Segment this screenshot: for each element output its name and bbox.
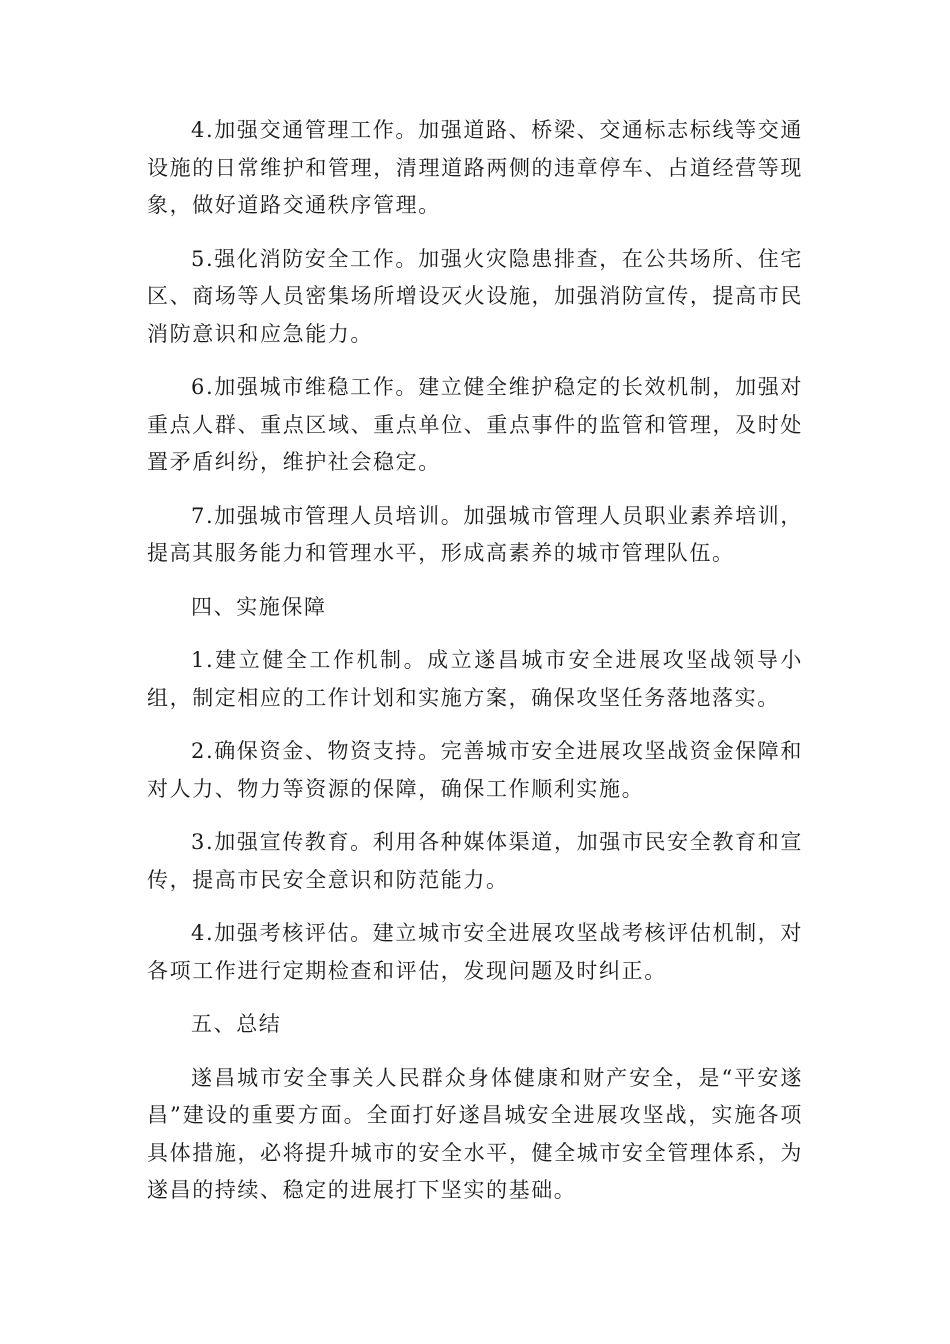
summary-paragraph: 遂昌城市安全事关人民群众身体健康和财产安全，是“平安遂昌”建设的重要方面。全面打好遂昌城安全进展攻坚战，实施各项具体措施，必将提升城市的安全水平，健全城市安全管理体系，为遂昌的持续、稳定的进展打下坚实的基础。 <box>147 1065 803 1202</box>
guarantee-1-mechanism: 1.建立健全工作机制。成立遂昌城市安全进展攻坚战领导小组，制定相应的工作计划和实施方案，确保攻坚任务落地落实。 <box>147 648 803 710</box>
item-7-staff-training: 7.加强城市管理人员培训。加强城市管理人员职业素养培训，提高其服务能力和管理水平，形成高素养的城市管理队伍。 <box>147 503 803 565</box>
section-5-heading: 五、总结 <box>191 1012 282 1036</box>
document-body <box>147 112 803 1226</box>
guarantee-4-evaluation: 4.加强考核评估。建立城市安全进展攻坚战考核评估机制，对各项工作进行定期检查和评估，发现问题及时纠正。 <box>147 921 803 983</box>
item-5-fire-safety: 5.强化消防安全工作。加强火灾隐患排查，在公共场所、住宅区、商场等人员密集场所增设灭火设施，加强消防宣传，提高市民消防意识和应急能力。 <box>147 246 803 346</box>
item-6-stability: 6.加强城市维稳工作。建立健全维护稳定的长效机制，加强对重点人群、重点区域、重点单位、重点事件的监管和管理，及时处置矛盾纠纷，维护社会稳定。 <box>147 375 803 474</box>
item-4-traffic-management: 4.加强交通管理工作。加强道路、桥梁、交通标志标线等交通设施的日常维护和管理，清理道路两侧的违章停车、占道经营等现象，做好道路交通秩序管理。 <box>147 118 803 217</box>
guarantee-3-publicity: 3.加强宣传教育。利用各种媒体渠道，加强市民安全教育和宣传，提高市民安全意识和防范能力。 <box>147 830 803 892</box>
guarantee-2-funding: 2.确保资金、物资支持。完善城市安全进展攻坚战资金保障和对人力、物力等资源的保障，确保工作顺利实施。 <box>147 739 803 801</box>
section-4-heading: 四、实施保障 <box>191 594 327 619</box>
